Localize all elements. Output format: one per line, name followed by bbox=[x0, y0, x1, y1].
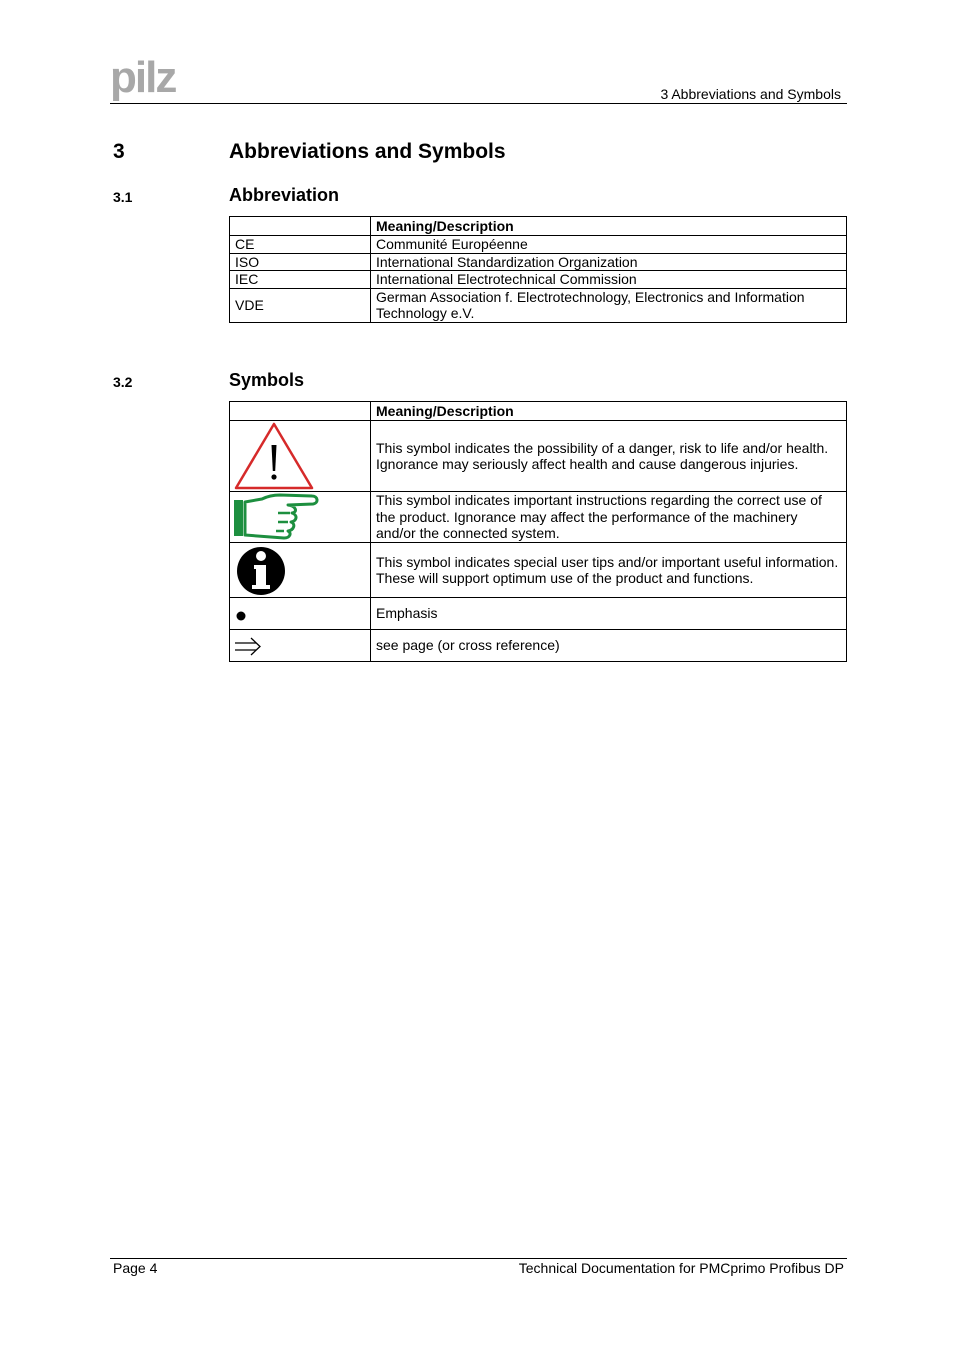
abbr-cell: ISO bbox=[230, 253, 371, 271]
table-row bbox=[230, 421, 847, 492]
chapter-number: 3 bbox=[113, 140, 125, 163]
double-arrow-icon bbox=[230, 631, 330, 661]
document-title: Technical Documentation for PMCprimo Profibus DP bbox=[518, 1260, 844, 1276]
warning-triangle-icon bbox=[230, 421, 330, 491]
abbreviation-table bbox=[229, 216, 847, 323]
symbols-table bbox=[229, 401, 847, 662]
symbol-cell bbox=[230, 598, 371, 630]
description-line: These will support optimum use of the product and functions. bbox=[376, 570, 754, 586]
pointing-hand-icon bbox=[230, 492, 330, 542]
symbol-cell bbox=[230, 492, 371, 543]
description-cell: This symbol indicates important instructions regarding the correct use of the product. Ignorance may affect the performance of the machinery and/or the connected system. bbox=[371, 492, 847, 543]
section-number-symbols: 3.2 bbox=[113, 374, 133, 390]
table-row bbox=[230, 288, 847, 322]
table-row bbox=[230, 492, 847, 543]
description-cell bbox=[371, 543, 847, 598]
abbr-cell: IEC bbox=[230, 271, 371, 289]
page-number: Page 4 bbox=[113, 1260, 158, 1276]
table-header-row bbox=[230, 217, 847, 236]
pilz-logo bbox=[110, 58, 194, 102]
description-cell: Emphasis bbox=[371, 598, 847, 630]
header-cell-meaning: Meaning/Description bbox=[371, 402, 847, 421]
header-divider bbox=[110, 103, 847, 104]
symbol-cell bbox=[230, 543, 371, 598]
bullet-icon bbox=[230, 599, 330, 629]
abbr-cell: CE bbox=[230, 236, 371, 254]
header-cell-empty bbox=[230, 217, 371, 236]
table-row bbox=[230, 253, 847, 271]
description-cell: see page (or cross reference) bbox=[371, 630, 847, 662]
meaning-cell: International Electrotechnical Commission bbox=[371, 271, 847, 289]
header-cell-meaning: Meaning/Description bbox=[371, 217, 847, 236]
meaning-cell: German Association f. Electrotechnology, Electronics and Information Technology e.V. bbox=[371, 288, 847, 322]
table-row bbox=[230, 271, 847, 289]
symbol-cell bbox=[230, 630, 371, 662]
table-row bbox=[230, 236, 847, 254]
svg-text:pilz: pilz bbox=[110, 58, 176, 102]
table-row bbox=[230, 598, 847, 630]
table-header-row bbox=[230, 402, 847, 421]
header-cell-empty bbox=[230, 402, 371, 421]
footer-divider bbox=[110, 1258, 847, 1259]
meaning-cell: International Standardization Organization bbox=[371, 253, 847, 271]
running-header: 3 Abbreviations and Symbols bbox=[660, 86, 841, 102]
info-icon bbox=[230, 543, 330, 597]
description-cell: This symbol indicates the possibility of a danger, risk to life and/or health. Ignorance may seriously affect health and cause dangerous injuries. bbox=[371, 421, 847, 492]
description-line: This symbol indicates special user tips and/or important useful information. bbox=[376, 553, 839, 570]
abbr-cell: VDE bbox=[230, 288, 371, 322]
section-number-abbreviation: 3.1 bbox=[113, 189, 133, 205]
chapter-title: Abbreviations and Symbols bbox=[229, 140, 506, 163]
meaning-cell: Communité Européenne bbox=[371, 236, 847, 254]
table-row bbox=[230, 543, 847, 598]
table-row bbox=[230, 630, 847, 662]
section-title-abbreviation: Abbreviation bbox=[229, 185, 340, 205]
symbol-cell bbox=[230, 421, 371, 492]
section-title-symbols: Symbols bbox=[229, 370, 305, 390]
